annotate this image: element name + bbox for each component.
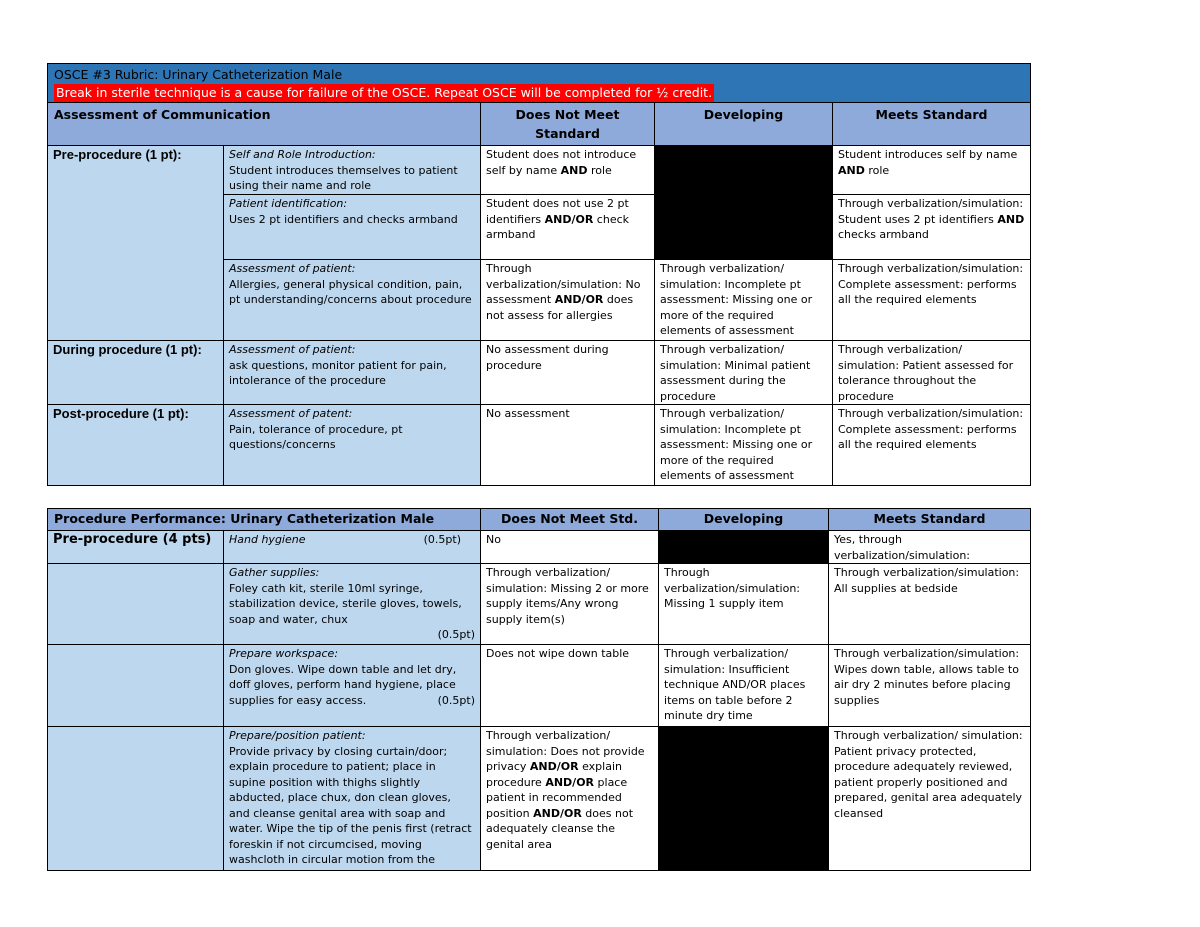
cell-meets-standard: Through verbalization/simulation: All supplies at bedside bbox=[829, 564, 1031, 645]
item-title: Prepare workspace: bbox=[229, 647, 339, 660]
item-hand-hygiene bbox=[224, 531, 481, 564]
cell-meets-standard: Through verbalization/ simulation: Patient assessed for tolerance throughout the procedure bbox=[833, 341, 1031, 405]
item-gather-supplies bbox=[224, 564, 481, 645]
section-spacer bbox=[48, 727, 224, 871]
cell-meets-standard: Through verbalization/simulation: Student uses 2 pt identifiers AND checks armband bbox=[833, 195, 1031, 260]
cell-meets-standard: Through verbalization/simulation: Complete assessment: performs all the required elements bbox=[833, 405, 1031, 486]
procedure-rubric-table bbox=[47, 508, 1031, 871]
section-during-procedure: During procedure (1 pt): bbox=[48, 341, 224, 405]
cell-does-not-meet: Through verbalization/ simulation: Missing 2 or more supply items/Any wrong supply item(s) bbox=[481, 564, 659, 645]
item-assessment-post bbox=[224, 405, 481, 486]
section-pre-procedure: Pre-procedure (1 pt): bbox=[48, 146, 224, 341]
item-points: (0.5pt) bbox=[423, 533, 462, 546]
cell-meets-standard: Through verbalization/simulation: Complete assessment: performs all the required elements bbox=[833, 260, 1031, 341]
item-prepare-workspace bbox=[224, 645, 481, 727]
communication-rubric-table bbox=[47, 63, 1031, 486]
item-title: Gather supplies: bbox=[229, 566, 320, 579]
section-pre-procedure-performance: Pre-procedure (4 pts) bbox=[48, 531, 224, 564]
cell-meets-standard: Through verbalization/simulation: Wipes down table, allows table to air dry 2 minutes before placing supplies bbox=[829, 645, 1031, 727]
item-prepare-position-patient bbox=[224, 727, 481, 871]
rubric-title: OSCE #3 Rubric: Urinary Catheterization Male bbox=[54, 67, 343, 82]
item-description: Allergies, general physical condition, pain, pt understanding/concerns about procedure bbox=[229, 277, 472, 306]
cell-developing-blocked bbox=[659, 727, 829, 871]
item-patient-identification bbox=[224, 195, 481, 260]
cell-does-not-meet: No assessment during procedure bbox=[481, 341, 655, 405]
cell-meets-standard: Student introduces self by name AND role bbox=[833, 146, 1031, 195]
section-spacer bbox=[48, 564, 224, 645]
item-description: Don gloves. Wipe down table and let dry, doff gloves, perform hand hygiene, place supplies for easy access. bbox=[229, 662, 457, 707]
cell-meets-standard: Through verbalization/ simulation: Patient privacy protected, procedure adequately reviewed, patient properly positioned and prepared, genital area adequately cleansed bbox=[829, 727, 1031, 871]
cell-does-not-meet: Does not wipe down table bbox=[481, 645, 659, 727]
item-description: Uses 2 pt identifiers and checks armband bbox=[229, 212, 458, 226]
header-does-not-meet-standard: Does Not Meet Standard bbox=[481, 103, 655, 146]
item-assessment-during bbox=[224, 341, 481, 405]
section-post-procedure: Post-procedure (1 pt): bbox=[48, 405, 224, 486]
cell-developing-blocked bbox=[659, 531, 829, 564]
sterile-warning-banner: Break in sterile technique is a cause for failure of the OSCE. Repeat OSCE will be completed for ½ credit. bbox=[56, 85, 713, 100]
item-self-role-introduction bbox=[224, 146, 481, 195]
item-description: Provide privacy by closing curtain/door; explain procedure to patient; place in supine position with thighs slightly abducted, place chux, don clean gloves, and cleanse genital area with soap and water. Wipe the tip of the penis first (retract foreskin if not circumcised, moving washcloth in circular motion from the bbox=[229, 744, 472, 866]
header-meets-standard: Meets Standard bbox=[833, 103, 1031, 146]
cell-does-not-meet: Through verbalization/ simulation: Does not provide privacy AND/OR explain procedure AND/OR place patient in recommended position AND/OR does not adequately cleanse the genital area bbox=[481, 727, 659, 871]
cell-does-not-meet: Through verbalization/simulation: No assessment AND/OR does not assess for allergies bbox=[481, 260, 655, 341]
item-description: Student introduces themselves to patient using their name and role bbox=[229, 163, 458, 192]
item-assessment-of-patient bbox=[224, 260, 481, 341]
cell-developing: Through verbalization/ simulation: Incomplete pt assessment: Missing one or more of the required elements of assessment bbox=[655, 405, 833, 486]
item-title: Assessment of patient: bbox=[229, 343, 356, 356]
item-title: Hand hygiene bbox=[229, 533, 306, 546]
rubric-title-cell bbox=[48, 64, 1031, 103]
item-description: Foley cath kit, sterile 10ml syringe, stabilization device, sterile gloves, towels, soap and water, chux bbox=[229, 581, 462, 626]
header-developing: Developing bbox=[655, 103, 833, 146]
header-assessment-of-communication: Assessment of Communication bbox=[48, 103, 481, 146]
item-points: (0.5pt) bbox=[437, 628, 476, 641]
item-title: Self and Role Introduction: bbox=[229, 148, 376, 161]
cell-does-not-meet: No assessment bbox=[481, 405, 655, 486]
header-developing: Developing bbox=[659, 509, 829, 531]
header-does-not-meet-std: Does Not Meet Std. bbox=[481, 509, 659, 531]
cell-does-not-meet: Student does not introduce self by name AND role bbox=[481, 146, 655, 195]
cell-developing: Through verbalization/ simulation: Minimal patient assessment during the procedure bbox=[655, 341, 833, 405]
item-description: Pain, tolerance of procedure, pt questions/concerns bbox=[229, 422, 403, 451]
cell-developing: Through verbalization/ simulation: Incomplete pt assessment: Missing one or more of the required elements of assessment bbox=[655, 260, 833, 341]
section-spacer bbox=[48, 645, 224, 727]
item-points: (0.5pt) bbox=[437, 694, 476, 707]
item-title: Assessment of patent: bbox=[229, 407, 353, 420]
item-title: Patient identification: bbox=[229, 197, 348, 210]
cell-meets-standard: Yes, through verbalization/simulation: bbox=[829, 531, 1031, 564]
cell-developing: Through verbalization/ simulation: Insufficient technique AND/OR places items on table before 2 minute dry time bbox=[659, 645, 829, 727]
cell-developing: Through verbalization/simulation: Missing 1 supply item bbox=[659, 564, 829, 645]
item-title: Prepare/position patient: bbox=[229, 729, 366, 742]
header-meets-standard: Meets Standard bbox=[829, 509, 1031, 531]
cell-developing-blocked bbox=[655, 146, 833, 260]
item-title: Assessment of patient: bbox=[229, 262, 356, 275]
item-description: ask questions, monitor patient for pain, intolerance of the procedure bbox=[229, 358, 447, 387]
header-procedure-performance: Procedure Performance: Urinary Catheterization Male bbox=[48, 509, 481, 531]
cell-does-not-meet: Student does not use 2 pt identifiers AND/OR check armband bbox=[481, 195, 655, 260]
cell-does-not-meet: No bbox=[481, 531, 659, 564]
